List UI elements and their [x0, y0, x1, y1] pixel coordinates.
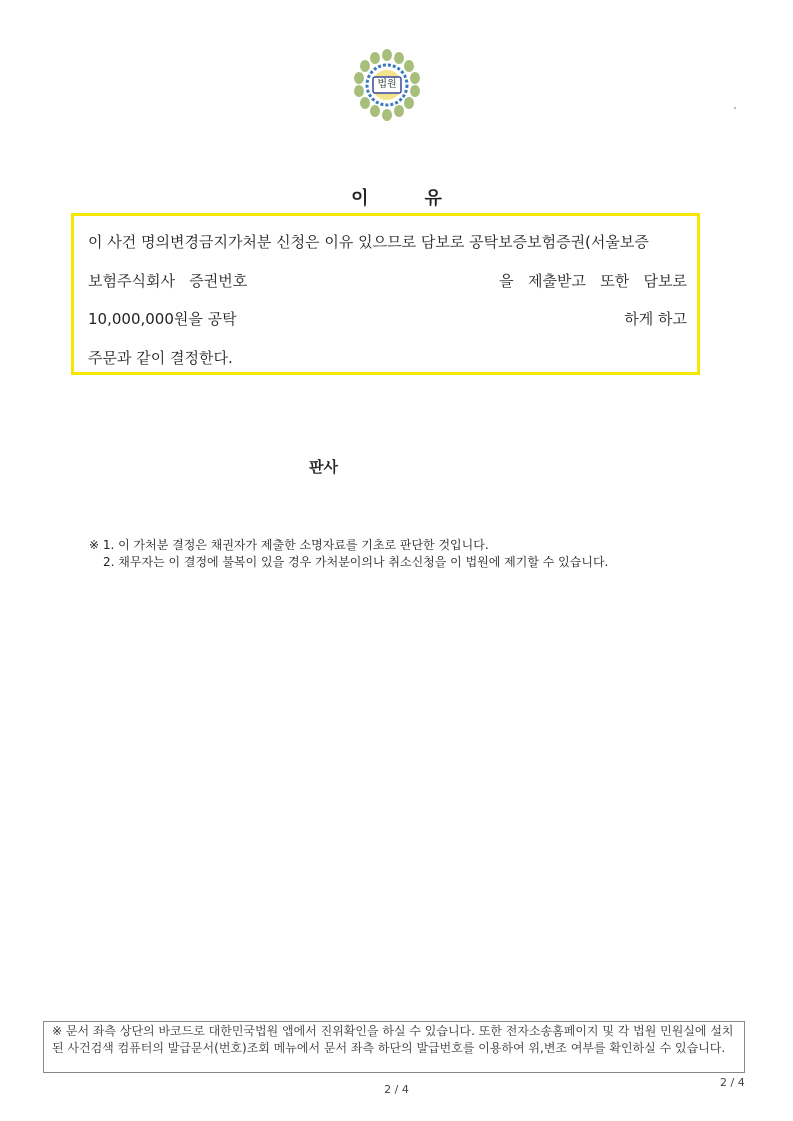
judge-title: 판사 [309, 458, 338, 476]
section-title [0, 184, 793, 210]
reason-highlight-box [71, 213, 700, 375]
note-2: 2. 채무자는 이 결정에 불복이 있을 경우 가처분이의나 취소신청을 이 법원에 제기할 수 있습니다. [103, 555, 609, 569]
reason-line-2-left: 보험주식회사 증권번호 [88, 272, 248, 290]
title-char-right: 유 [424, 188, 442, 209]
note-1: ※ 1. 이 가처분 결정은 채권자가 제출한 소명자료를 기초로 판단한 것입니다. [89, 538, 489, 552]
emblem-label: 법원 [377, 79, 397, 90]
reason-line-3-right: 하게 하고 [624, 310, 687, 328]
reason-line-4: 주문과 같이 결정한다. [88, 349, 233, 367]
verification-text: ※ 문서 좌측 상단의 바코드로 대한민국법원 앱에서 진위확인을 하실 수 있습니다. 또한 전자소송홈페이지 및 각 법원 민원실에 설치된 사건검색 컴퓨터의 발급문서(번호)조회 메뉴에서 문서 좌측 하단의 발급번호를 이용하여 위,변조 여부를 확인하실 수 있습니다. [52, 1024, 734, 1055]
page-number-right: 2 / 4 [720, 1076, 745, 1089]
reason-line-2-right: 을 제출받고 또한 담보로 [499, 272, 687, 290]
verification-footer [43, 1021, 745, 1073]
speck [734, 107, 736, 109]
reason-line-3 [88, 308, 687, 329]
reason-line-1: 이 사건 명의변경금지가처분 신청은 이유 있으므로 담보로 공탁보증보험증권(서울보증 [88, 233, 649, 251]
page-number-center: 2 / 4 [384, 1083, 409, 1096]
court-emblem-icon [351, 46, 423, 122]
title-char-left: 이 [351, 188, 369, 209]
notes-block [89, 537, 608, 571]
reason-line-2 [88, 270, 687, 291]
reason-line-3-left: 10,000,000원을 공탁 [88, 310, 237, 328]
